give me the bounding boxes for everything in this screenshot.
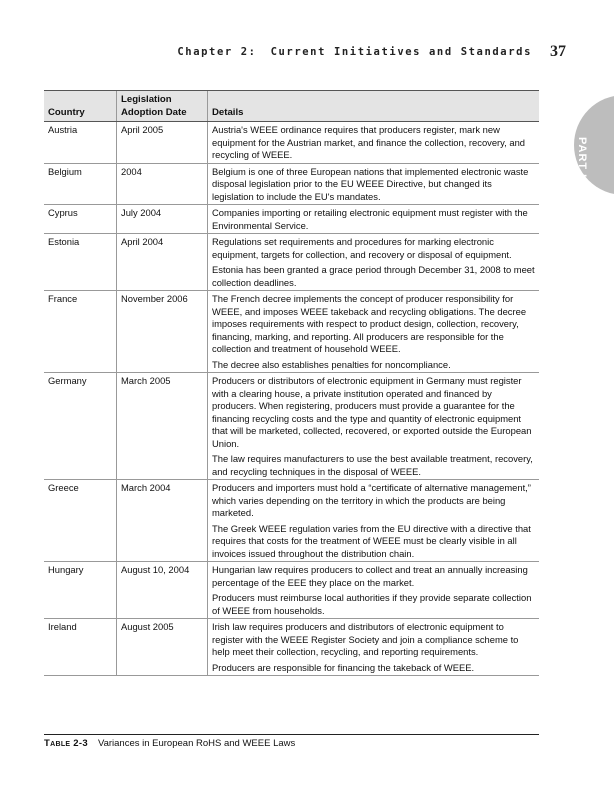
header-adoption-date: Legislation Adoption Date xyxy=(117,91,208,122)
cell-country: Estonia xyxy=(44,234,117,291)
details-paragraph: Hungarian law requires producers to collect and treat an annually increasing percentage of the EEE they place on the market. xyxy=(212,564,528,588)
details-paragraph: Producers and importers must hold a “certificate of alternative management,” which varies depending on the territory in which the products are being marketed. xyxy=(212,482,531,518)
cell-adoption-date: August 10, 2004 xyxy=(117,562,208,619)
table-row xyxy=(44,234,539,291)
cell-country: Belgium xyxy=(44,163,117,205)
table-row xyxy=(44,480,539,562)
caption-text: Variances in European RoHS and WEEE Laws xyxy=(97,738,296,749)
cell-adoption-date: April 2005 xyxy=(117,122,208,164)
details-paragraph: Estonia has been granted a grace period through December 31, 2008 to meet collection deadlines. xyxy=(212,264,535,288)
table-row xyxy=(44,205,539,234)
running-head xyxy=(40,42,566,60)
table-body xyxy=(44,122,539,676)
caption-rule xyxy=(44,734,539,735)
cell-details xyxy=(208,562,540,619)
chapter-label: Chapter 2: xyxy=(177,46,257,58)
chapter-title: Current Initiatives and Standards xyxy=(270,46,532,58)
details-paragraph: Regulations set requirements and procedures for marking electronic equipment, targets for collection, and recovery or disposal of equipment. xyxy=(212,236,512,260)
page-number: 37 xyxy=(550,43,566,60)
details-paragraph: Producers must reimburse local authorities if they provide separate collection of WEEE from households. xyxy=(212,592,532,616)
part-tab xyxy=(574,95,614,195)
details-paragraph: Austria's WEEE ordinance requires that producers register, mark new equipment for the Austrian market, and finance the collection, recovery, and recycling of WEEE. xyxy=(212,124,526,160)
cell-country: Cyprus xyxy=(44,205,117,234)
cell-adoption-date: November 2006 xyxy=(117,291,208,373)
cell-adoption-date: July 2004 xyxy=(117,205,208,234)
header-details: Details xyxy=(208,91,540,122)
cell-adoption-date: April 2004 xyxy=(117,234,208,291)
cell-adoption-date: March 2005 xyxy=(117,373,208,480)
cell-adoption-date: 2004 xyxy=(117,163,208,205)
cell-details xyxy=(208,291,540,373)
cell-country: Germany xyxy=(44,373,117,480)
cell-details xyxy=(208,373,540,480)
part-tab-label: PART I xyxy=(576,137,588,179)
caption-label: Table 2-3 xyxy=(44,738,88,749)
table-row xyxy=(44,562,539,619)
cell-country: Hungary xyxy=(44,562,117,619)
table-row xyxy=(44,122,539,164)
weee-laws-table xyxy=(44,90,539,676)
details-paragraph: Producers are responsible for financing the takeback of WEEE. xyxy=(212,661,475,673)
cell-details xyxy=(208,122,540,164)
cell-details xyxy=(208,163,540,205)
cell-country: France xyxy=(44,291,117,373)
cell-details xyxy=(208,205,540,234)
details-paragraph: Companies importing or retailing electronic equipment must register with the Environmental Service. xyxy=(212,207,528,231)
details-paragraph: Belgium is one of three European nations that implemented electronic waste disposal legislation prior to the EU WEEE Directive, but changed its legislation to include the EU's mandates. xyxy=(212,165,529,202)
table-row xyxy=(44,373,539,480)
cell-adoption-date: March 2004 xyxy=(117,480,208,562)
details-paragraph: The French decree implements the concept of producer responsibility for WEEE, and imposes WEEE takeback and recycling obligations. The decree imposes requirements with respect to product design, collection, recovery, financing, marking, and reporting. All producers are responsible for the collection and treatment of household WEEE. xyxy=(212,293,527,354)
details-paragraph: The law requires manufacturers to use the best available treatment, recovery, and recycling techniques in the disposal of WEEE. xyxy=(212,453,533,477)
details-paragraph: Producers or distributors of electronic equipment in Germany must register with a clearing house, a private institution operated and financed by producers. When registering, producers must provide a guarantee for the financing recycling costs and the type and quantity of electronic equipment that will be marketed, collected, recovered, or exported outside the European Union. xyxy=(212,375,532,449)
table-caption xyxy=(44,738,295,749)
cell-adoption-date: August 2005 xyxy=(117,619,208,676)
cell-details xyxy=(208,480,540,562)
cell-country: Greece xyxy=(44,480,117,562)
details-paragraph: The Greek WEEE regulation varies from the EU directive with a directive that requires that costs for the treatment of WEEE must be clearly visible in all invoices issued throughout the distribution chain. xyxy=(212,522,531,559)
details-paragraph: Irish law requires producers and distributors of electronic equipment to register with the WEEE Register Society and join a compliance scheme to help meet their collection, recycling, and reporting requirements. xyxy=(212,621,519,657)
cell-country: Ireland xyxy=(44,619,117,676)
header-country: Country xyxy=(44,91,117,122)
table-row xyxy=(44,291,539,373)
cell-details xyxy=(208,234,540,291)
cell-country: Austria xyxy=(44,122,117,164)
cell-details xyxy=(208,619,540,676)
details-paragraph: The decree also establishes penalties for noncompliance. xyxy=(212,358,451,370)
table-row xyxy=(44,163,539,205)
table-row xyxy=(44,619,539,676)
table-header-row xyxy=(44,91,539,122)
